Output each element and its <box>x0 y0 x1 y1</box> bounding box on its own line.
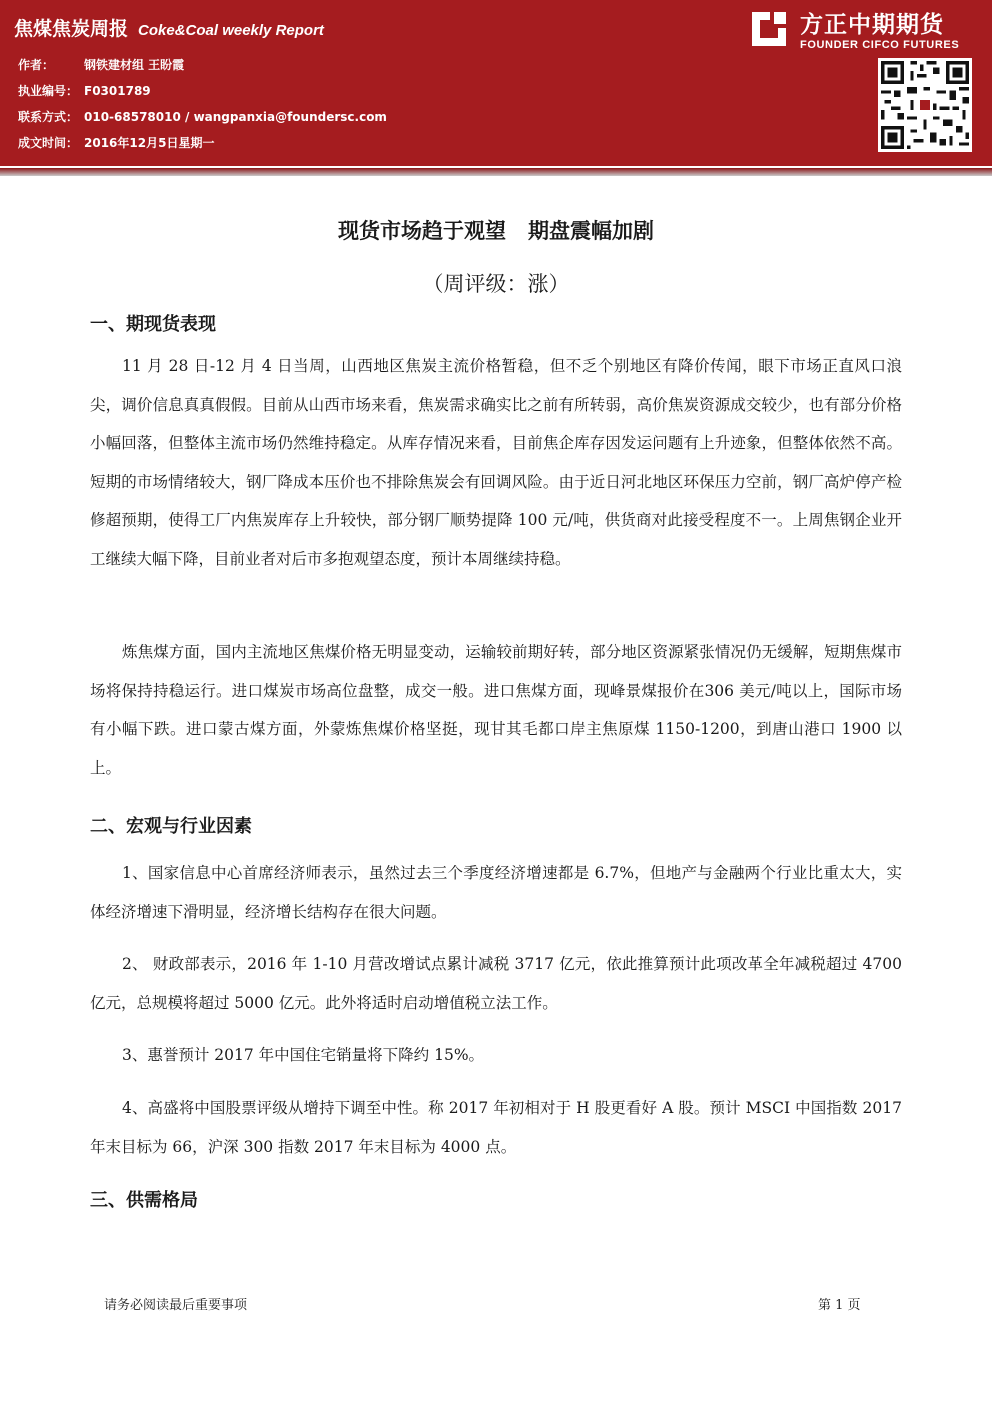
section-heading-macro: 二、宏观与行业因素 <box>90 816 252 837</box>
logo-mark-icon <box>750 8 790 48</box>
report-title-en: Coke&Coal weekly Report <box>138 22 324 39</box>
report-title <box>14 14 324 41</box>
license-value: F0301789 <box>84 84 151 98</box>
contact-value: 010-68578010 / wangpanxia@foundersc.com <box>84 110 387 124</box>
section-heading-spot-futures: 一、期现货表现 <box>90 314 216 335</box>
author-label: 作者： <box>18 58 55 72</box>
weekly-rating: （周评级：涨） <box>422 272 570 296</box>
contact-row <box>18 108 387 125</box>
page-number: 第 1 页 <box>818 1298 861 1313</box>
author-value: 钢铁建材组 王盼霞 <box>84 58 185 72</box>
footer-notice: 请务必阅读最后重要事项 <box>104 1298 248 1313</box>
date-label: 成文时间： <box>18 136 79 150</box>
license-row <box>18 82 151 99</box>
report-header <box>0 0 992 166</box>
paragraph-macro-2: 2、 财政部表示，2016 年 1-10 月营改增试点累计减税 3717 亿元，依此推算预计此项改革全年减税超过 4700 亿元，总规模将超过 5000 亿元。此外将适时启动增值税立法工作。 <box>90 955 902 1012</box>
logo-en-text: FOUNDER CIFCO FUTURES <box>800 39 960 51</box>
paragraph-coke-market: 11 月 28 日-12 月 4 日当周，山西地区焦炭主流价格暂稳，但不乏个别地区有降价传闻，眼下市场正直风口浪尖，调价信息真真假假。目前从山西市场来看，焦炭需求确实比之前有所转弱，高价焦炭资源成交较少，也有部分价格小幅回落，但整体主流市场仍然维持稳定。从库存情况来看，目前焦企库存因发运问题有上升迹象，但整体依然不高。短期的市场情绪较大，钢厂降成本压价也不排除焦炭会有回调风险。由于近日河北地区环保压力空前，钢厂高炉停产检修超预期，使得工厂内焦炭库存上升较快，部分钢厂顺势提降 100 元/吨，供货商对此接受程度不一。上周焦钢企业开工继续大幅下降，目前业者对后市多抱观望态度，预计本周继续持稳。 <box>90 357 902 568</box>
paragraph-macro-4: 4、高盛将中国股票评级从增持下调至中性。称 2017 年初相对于 H 股更看好 A 股。预计 MSCI 中国指数 2017 年末目标为 66，沪深 300 指数 2017 年末目标为 4000 点。 <box>90 1099 902 1156</box>
paragraph-macro-1: 1、国家信息中心首席经济师表示，虽然过去三个季度经济增速都是 6.7%，但地产与金融两个行业比重太大，实体经济增速下滑明显，经济增长结构存在很大问题。 <box>90 864 902 921</box>
paragraph-coking-coal: 炼焦煤方面，国内主流地区焦煤价格无明显变动，运输较前期好转，部分地区资源紧张情况仍无缓解，短期焦煤市场将保持持稳运行。进口煤炭市场高位盘整，成交一般。进口焦煤方面，现峰景煤报价在306 美元/吨以上，国际市场有小幅下跌。进口蒙古煤方面，外蒙炼焦煤价格坚挺，现甘其毛都口岸主焦原煤 1150-1200，到唐山港口 1900 以上。 <box>90 643 902 777</box>
logo-cn-text: 方正中期期货 <box>800 12 944 38</box>
license-label: 执业编号： <box>18 84 79 98</box>
contact-label: 联系方式： <box>18 110 79 124</box>
date-row <box>18 134 214 151</box>
document-title: 现货市场趋于观望 期盘震幅加剧 <box>338 219 654 243</box>
qr-code-icon <box>878 58 972 152</box>
header-divider <box>0 168 992 176</box>
report-title-cn: 焦煤焦炭周报 <box>14 18 129 40</box>
date-value: 2016年12月5日星期一 <box>84 136 215 150</box>
company-logo <box>750 6 980 54</box>
section-heading-supply-demand: 三、供需格局 <box>90 1190 198 1211</box>
paragraph-macro-3: 3、惠誉预计 2017 年中国住宅销量将下降约 15%。 <box>122 1046 485 1064</box>
author-row <box>18 56 184 73</box>
